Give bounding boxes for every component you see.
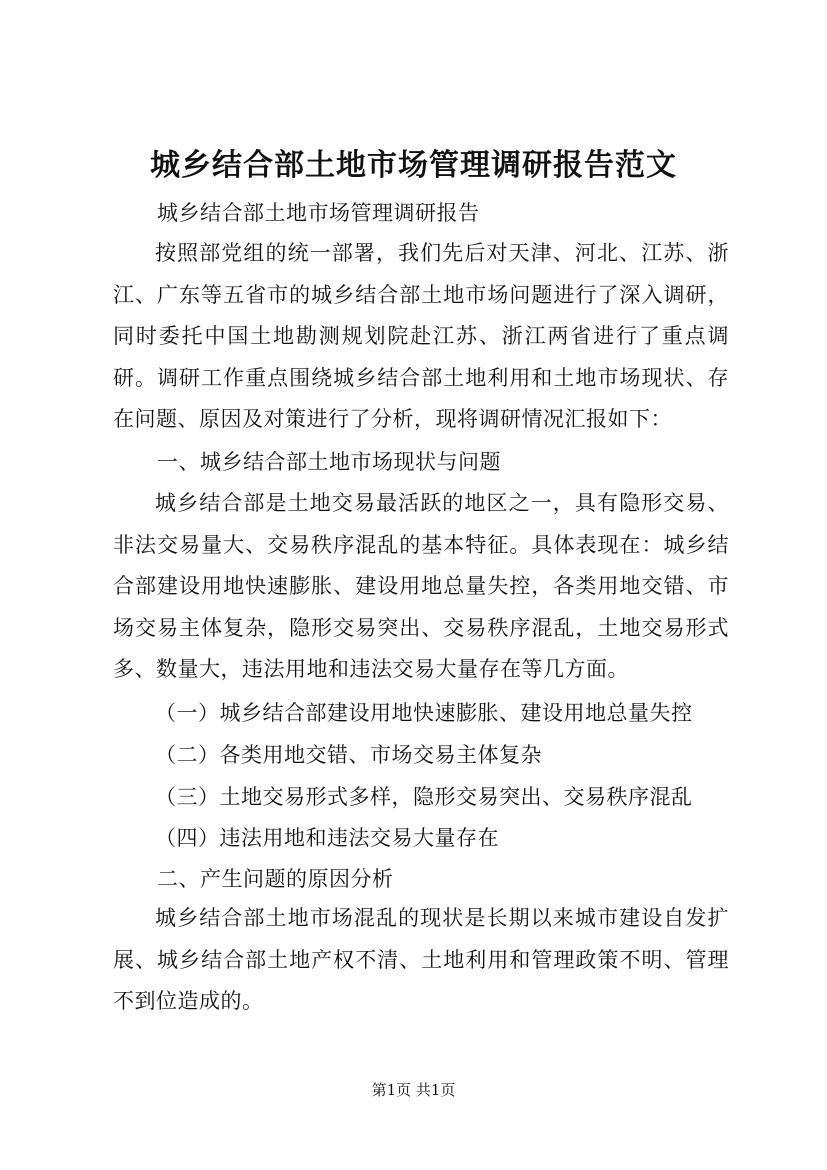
section2-paragraph: 城乡结合部土地市场混乱的现状是长期以来城市建设自发扩展、城乡结合部土地产权不清、土地利用和管理政策不明、管理不到位造成的。 [113,906,729,1013]
list-item: （二）各类用地交错、市场交易主体复杂 [155,743,542,767]
list-item: （四）违法用地和违法交易大量存在 [155,826,499,850]
list-item: （三）土地交易形式多样，隐形交易突出、交易秩序混乱 [155,785,693,809]
section1-paragraph: 城乡结合部是土地交易最活跃的地区之一，具有隐形交易、非法交易量大、交易秩序混乱的基本特征。具体表现在：城乡结合部建设用地快速膨胀、建设用地总量失控，各类用地交错、市场交易主体复杂，隐形交易突出、交易秩序混乱，土地交易形式多、数量大，违法用地和违法交易大量存在等几方面。 [113,491,729,681]
document-subtitle: 城乡结合部土地市场管理调研报告 [157,201,480,225]
page-footer: 第1页 共1页 [371,1081,456,1099]
intro-paragraph: 按照部党组的统一部署，我们先后对天津、河北、江苏、浙江、广东等五省市的城乡结合部土地市场问题进行了深入调研，同时委托中国土地勘测规划院赴江苏、浙江两省进行了重点调研。调研工作重点围绕城乡结合部土地利用和土地市场现状、存在问题、原因及对策进行了分析，现将调研情况汇报如下： [113,241,729,431]
section2-heading: 二、产生问题的原因分析 [157,867,394,891]
list-item: （一）城乡结合部建设用地快速膨胀、建设用地总量失控 [155,701,693,725]
document-title: 城乡结合部土地市场管理调研报告范文 [150,148,677,183]
section1-heading: 一、城乡结合部土地市场现状与问题 [157,450,501,474]
